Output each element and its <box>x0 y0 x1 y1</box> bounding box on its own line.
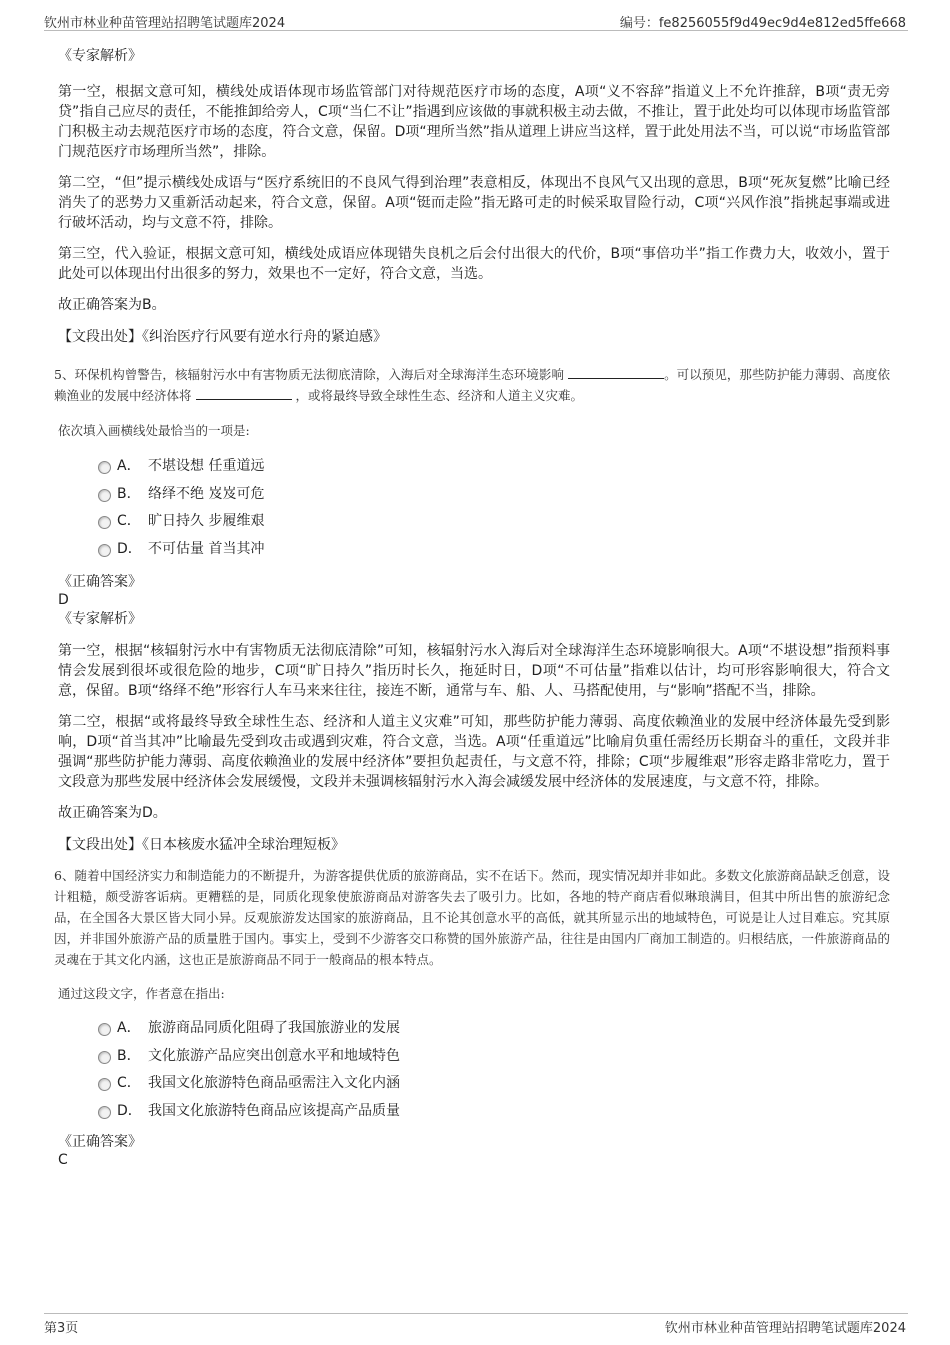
q5-option-c[interactable]: C． 旷日持久 步履维艰 <box>58 508 890 536</box>
q6-option-d[interactable]: D． 我国文化旅游特色商品应该提高产品质量 <box>58 1098 890 1126</box>
radio-button[interactable] <box>98 461 111 474</box>
page-number: 第3页 <box>44 1321 79 1336</box>
q5-analysis-1: 第一空，根据“核辐射污水中有害物质无法彻底清除”可知，核辐射污水入海后对全球海洋生态环境影响很大。A项“不堪设想”指预料事情会发展到很坏或很危险的地步，C项“旷日持久”指历时长久，拖延时日，D项“不可估量”指难以估计，均可形容影响很大，符合文意，保留。B项“络绎不绝”形容行人车马来来往往，接连不断，通常与车、船、人、马搭配使用，与“影响”搭配不当，排除。 <box>58 643 890 699</box>
q6-options <box>58 1015 890 1125</box>
q6-option-a[interactable]: A． 旅游商品同质化阻碍了我国旅游业的发展 <box>58 1015 890 1043</box>
q4-analysis-3: 第三空，代入验证，根据文意可知，横线处成语应体现错失良机之后会付出很大的代价，B项“事倍功半”指工作费力大，收效小，置于此处可以体现出付出很多的努力，效果也不一定好，符合文意，当选。 <box>58 246 890 282</box>
radio-button[interactable] <box>98 544 111 557</box>
radio-button[interactable] <box>98 1023 111 1036</box>
q5-source: 【文段出处】《日本核废水猛冲全球治理短板》 <box>58 837 345 853</box>
document-id: 编号：fe8256055f9d49ec9d4e812ed5ffe668 <box>619 16 906 31</box>
q5-prompt: 依次填入画横线处最恰当的一项是: <box>58 423 250 438</box>
q5-option-d[interactable]: D． 不可估量 首当其冲 <box>58 536 890 564</box>
q6-prompt: 通过这段文字，作者意在指出: <box>58 986 225 1001</box>
radio-button[interactable] <box>98 1106 111 1119</box>
q5-analysis-2: 第二空，根据“或将最终导致全球性生态、经济和人道主义灾难”可知，那些防护能力薄弱、高度依赖渔业的发展中经济体最先受到影响，D项“首当其冲”比喻最先受到攻击或遇到灾难，符合文意，当选。A项“任重道远”比喻肩负重任需经历长期奋斗的重任，文段并非强调“那些防护能力薄弱、高度依赖渔业的发展中经济体”要担负起责任，与文意不符，排除；C项“步履维艰”形容走路非常吃力，置于文段意为那些发展中经济体会发展缓慢，文段并未强调核辐射污水入海会减缓发展中经济体的发展速度，与文意不符，排除。 <box>58 714 890 790</box>
page-footer <box>44 1313 908 1336</box>
q5-stem-part3: ，或将最终导致全球性生态、经济和人道主义灾难。 <box>295 388 583 403</box>
q5-answer: D <box>58 592 69 608</box>
q5-stem-part2: 。可以预见，那些防护能力薄弱、高度依赖渔业的发展中经济体将 <box>54 367 890 403</box>
q6-option-b[interactable]: B． 文化旅游产品应突出创意水平和地域特色 <box>58 1043 890 1071</box>
q4-analysis-2: 第二空，“但”提示横线处成语与“医疗系统旧的不良风气得到治理”表意相反，体现出不良风气又出现的意思，B项“死灰复燃”比喻已经消失了的恶势力又重新活动起来，符合文意，保留。A项“铤而走险”指无路可走的时候采取冒险行动，C项“兴风作浪”指挑起事端或进行破坏活动，均与文意不符，排除。 <box>58 175 890 231</box>
page-header <box>44 10 908 31</box>
header-title: 钦州市林业种苗管理站招聘笔试题库2024 <box>44 16 286 31</box>
q5-expert-label: 《专家解析》 <box>58 611 142 627</box>
q5-option-b[interactable]: B． 络绎不绝 岌岌可危 <box>58 481 890 509</box>
radio-button[interactable] <box>98 1051 111 1064</box>
footer-title: 钦州市林业种苗管理站招聘笔试题库2024 <box>664 1321 906 1336</box>
radio-button[interactable] <box>98 489 111 502</box>
radio-button[interactable] <box>98 516 111 529</box>
q5-stem-part1: 5、环保机构曾警告，核辐射污水中有害物质无法彻底清除，入海后对全球海洋生态环境影响 <box>54 367 565 382</box>
q5-blank-2 <box>196 387 292 400</box>
q4-analysis-1: 第一空，根据文意可知，横线处成语体现市场监管部门对待规范医疗市场的态度，A项“义不容辞”指道义上不允许推辞，B项“责无旁贷”指自己应尽的责任，不能推卸给旁人，C项“当仁不让”指遇到应该做的事就积极主动去做，不推让，置于此处均可以体现市场监管部门积极主动去规范医疗市场的态度，符合文意，保留。D项“理所当然”指从道理上讲应当这样，置于此处用法不当，可以说“市场监管部门规范医疗市场理所当然”，排除。 <box>58 84 890 160</box>
q5-stem <box>54 364 890 406</box>
radio-button[interactable] <box>98 1078 111 1091</box>
q5-conclusion: 故正确答案为D。 <box>58 805 167 821</box>
q5-option-a[interactable]: A． 不堪设想 任重道远 <box>58 453 890 481</box>
page-content <box>54 42 890 1169</box>
q6-option-c[interactable]: C． 我国文化旅游特色商品亟需注入文化内涵 <box>58 1070 890 1098</box>
q4-source: 【文段出处】《纠治医疗行风要有逆水行舟的紧迫感》 <box>58 329 387 345</box>
q6-answer-label: 《正确答案》 <box>58 1134 142 1150</box>
q5-answer-label: 《正确答案》 <box>58 574 142 590</box>
q4-conclusion: 故正确答案为B。 <box>58 297 166 313</box>
q4-expert-label: 《专家解析》 <box>58 48 142 64</box>
q5-options <box>0 453 890 563</box>
q5-blank-1 <box>568 366 664 379</box>
q6-answer: C <box>58 1152 68 1168</box>
q6-stem: 6、随着中国经济实力和制造能力的不断提升，为游客提供优质的旅游商品，实不在话下。然而，现实情况却并非如此。多数文化旅游商品缺乏创意，设计粗糙，颇受游客诟病。更糟糕的是，同质化现象使旅游商品对游客失去了吸引力。比如，各地的特产商店看似琳琅满目，但其中所出售的旅游纪念品，在全国各大景区皆大同小异。反观旅游发达国家的旅游商品，且不论其创意水平的高低，就其所显示出的地域特色，可说是让人过目难忘。究其原因，并非国外旅游产品的质量胜于国内。事实上，受到不少游客交口称赞的国外旅游产品，往往是由国内厂商加工制造的。归根结底，一件旅游商品的灵魂在于其文化内涵，这也正是旅游商品不同于一般商品的根本特点。 <box>54 868 890 967</box>
